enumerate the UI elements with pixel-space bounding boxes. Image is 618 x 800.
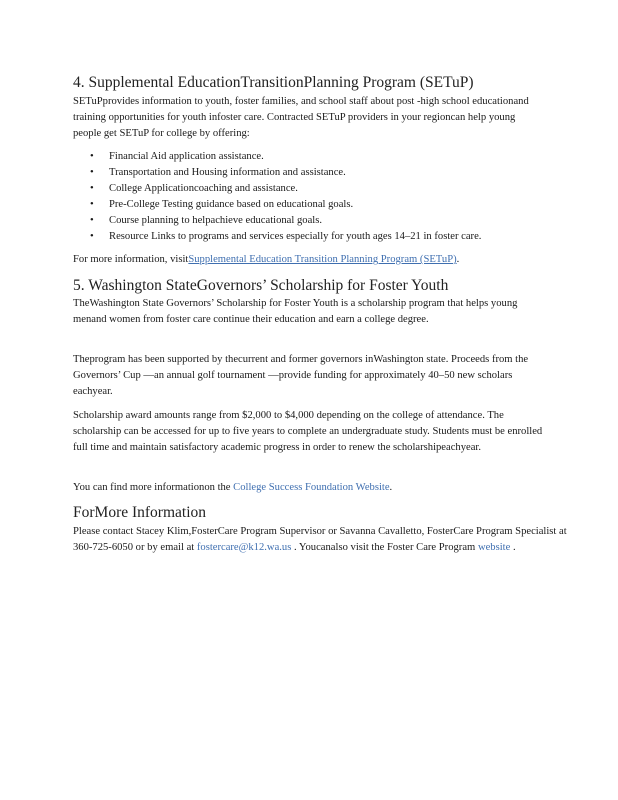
scholarship-heading: 5. Washington StateGovernors’ Scholarship for Foster Youth <box>73 277 449 294</box>
list-item: • Financial Aid application assistance. <box>90 149 550 165</box>
bullet-icon: • <box>90 199 94 210</box>
setup-more-suffix: . <box>456 254 460 265</box>
more-info-heading: ForMore Information <box>73 504 207 521</box>
setup-more-info <box>73 252 543 268</box>
find-more-prefix: You can find more informationon the <box>73 482 231 493</box>
email-link[interactable]: fostercare@k12.wa.us <box>196 542 292 553</box>
find-more-suffix: . <box>389 482 393 493</box>
bullet-icon: • <box>90 151 94 162</box>
list-item: • Resource Links to programs and services especially for youth ages 14–21 in foster care. <box>90 229 550 245</box>
scholarship-paragraph-1: TheWashington State Governors’ Scholarship for Foster Youth is a scholarship program that helps young menand women from foster care continue their education and earn a college degree. <box>73 298 518 325</box>
bullet-icon: • <box>90 231 94 242</box>
setup-heading: 4. Supplemental EducationTransitionPlanning Program (SETuP) <box>73 74 474 91</box>
list-item: • Course planning to helpachieve educational goals. <box>90 213 550 229</box>
visit-text: . Youcanalso visit the Foster Care Program <box>294 542 476 553</box>
list-item: • Pre-College Testing guidance based on educational goals. <box>90 197 550 213</box>
more-info-text <box>73 524 583 556</box>
bullet-icon: • <box>90 183 94 194</box>
scholarship-find-more <box>73 480 543 496</box>
college-success-link[interactable]: College Success Foundation Website <box>233 482 390 493</box>
website-link[interactable]: website <box>477 542 511 553</box>
setup-bullet-list <box>90 149 550 245</box>
visit-suffix: . <box>512 542 516 553</box>
contact-text: Please contact Stacey Klim,FosterCare Program Supervisor or Savanna Cavalletto, FosterCare Program Specialist at 360-725-6050 or by email at <box>73 526 567 553</box>
scholarship-paragraph-2: Theprogram has been supported by thecurrent and former governors inWashington state. Proceeds from the Governors’ Cup —an annual golf tournament —provide funding for approximately 40–50 new scholars eachyear. <box>73 354 529 397</box>
setup-program-link[interactable]: Supplemental Education Transition Planning Program (SETuP) <box>188 254 457 265</box>
bullet-icon: • <box>90 167 94 178</box>
list-item: • Transportation and Housing information and assistance. <box>90 165 550 181</box>
scholarship-paragraph-3: Scholarship award amounts range from $2,000 to $4,000 depending on the college of attendance. The scholarship can be accessed for up to five years to complete an undergraduate study. Students must be enrolled full time and maintain satisfactory academic progress in order to renew the scholarshipeachyear. <box>73 410 543 453</box>
bullet-icon: • <box>90 215 94 226</box>
setup-intro: SETuPprovides information to youth, foster families, and school staff about post -high school educationand training opportunities for youth infoster care. Contracted SETuP providers in your regioncan help young people get SETuP for college by offering: <box>73 96 529 139</box>
list-item: • College Applicationcoaching and assistance. <box>90 181 550 197</box>
setup-more-prefix: For more information, visit <box>73 254 189 265</box>
